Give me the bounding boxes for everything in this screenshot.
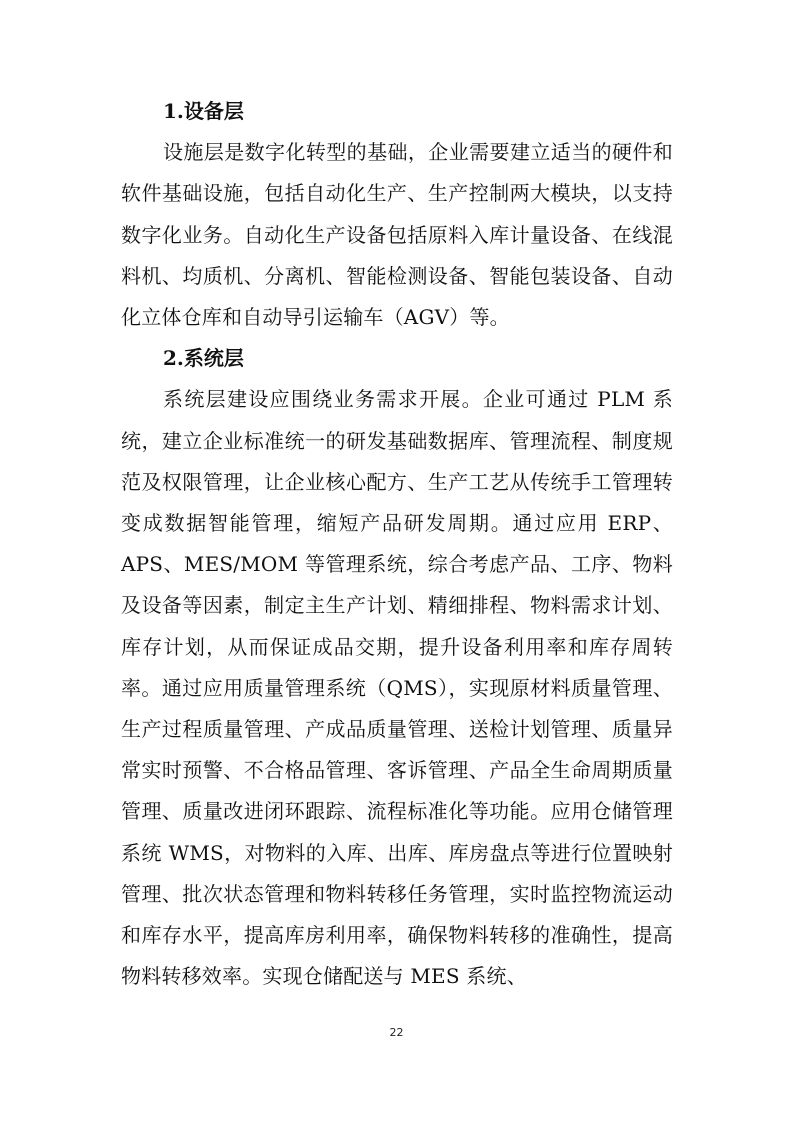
page-body (121, 91, 673, 997)
section-heading-equipment-layer: 1.设备层 (163, 99, 244, 123)
section-paragraph-equipment-layer: 设施层是数字化转型的基础，企业需要建立适当的硬件和软件基础设施，包括自动化生产、生产控制两大模块，以支持数字化业务。自动化生产设备包括原料入库计量设备、在线混料机、均质机、分离机、智能检测设备、智能包装设备、自动化立体仓库和自动导引运输车（AGV）等。 (121, 140, 673, 329)
page-number: 22 (389, 1026, 404, 1039)
section-heading-system-layer: 2.系统层 (163, 346, 244, 371)
section-paragraph-system-layer: 系统层建设应围绕业务需求开展。企业可通过 PLM 系统，建立企业标准统一的研发基础数据库、管理流程、制度规范及权限管理，让企业核心配方、生产工艺从传统手工管理转变成数据智能管理，缩短产品研发周期。通过应用 ERP、APS、MES/MOM 等管理系统，综合考虑产品、工序、物料及设备等因素，制定主生产计划、精细排程、物料需求计划、库存计划，从而保证成品交期，提升设备利用率和库存周转率。通过应用质量管理系统（QMS），实现原材料质量管理、生产过程质量管理、产成品质量管理、送检计划管理、质量异常实时预警、不合格品管理、客诉管理、产品全生命周期质量管理、质量改进闭环跟踪、流程标准化等功能。应用仓储管理系统 WMS，对物料的入库、出库、库房盘点等进行位置映射管理、批次状态管理和物料转移任务管理，实时监控物流运动和库存水平，提高库房利用率，确保物料转移的准确性，提高物料转移效率。实现仓储配送与 MES 系统、 (121, 387, 673, 989)
